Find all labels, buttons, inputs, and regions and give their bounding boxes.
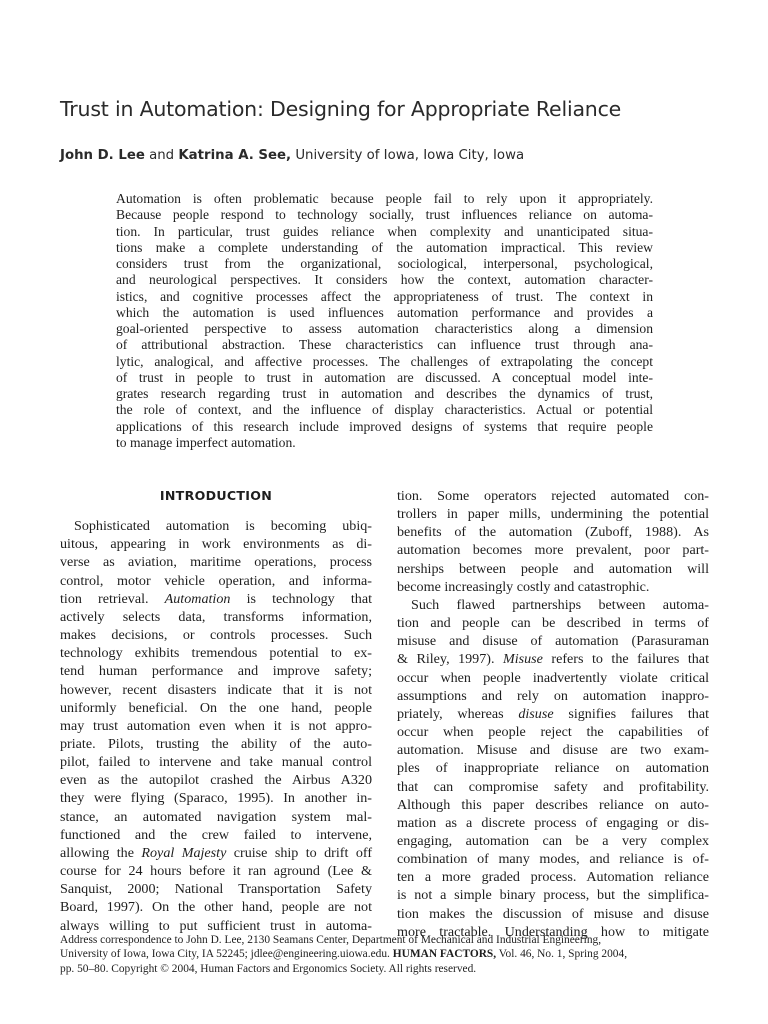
body-line: even as the autopilot crashed the Airbus A320 (60, 772, 372, 789)
section-heading-introduction: INTRODUCTION (159, 488, 273, 503)
body-line: automation becomes more prevalent, poor part- (397, 542, 709, 559)
abstract-line: which the automation is used influences automation performance and provides a (116, 304, 653, 320)
left-column-text (60, 517, 372, 935)
journal-issue: Vol. 46, No. 1, Spring 2004, (498, 948, 628, 961)
body-line: actively selects data, transforms information, (60, 608, 372, 625)
body-line: tend human performance and improve safety; (60, 663, 372, 680)
abstract-line: considers trust from the organizational, sociological, interpersonal, psychological, (116, 256, 653, 271)
body-line: become increasingly costly and catastrophic. (397, 578, 650, 595)
body-line: & Riley, 1997). Misuse refers to the failures that (397, 651, 709, 668)
body-line: that can compromise safety and profitability. (397, 778, 709, 795)
abstract-line: Because people respond to technology socially, trust influences reliance on automa- (116, 207, 653, 223)
body-line: automation. Misuse and disuse are two exam- (397, 742, 709, 759)
body-line: may trust automation even when it is not appro- (60, 717, 372, 734)
body-line: allowing the Royal Majesty cruise ship to drift off (60, 844, 373, 861)
body-line: priately, whereas disuse signifies failures that (397, 705, 709, 722)
abstract-line: istics, and cognitive processes affect the appropriateness of trust. The context in (116, 288, 653, 304)
body-line: Sophisticated automation is becoming ubiq- (74, 518, 372, 535)
right-column-text (397, 487, 709, 941)
abstract-line: to manage imperfect automation. (116, 434, 296, 450)
body-line: combination of many modes, and reliance is of- (397, 851, 709, 868)
body-line: mation as a discrete process of engaging or dis- (397, 814, 709, 831)
body-line: misuse and disuse of automation (Parasuraman (397, 633, 709, 650)
body-line: assumptions and rely on automation inappro- (397, 687, 709, 704)
correspondence-footnote (60, 933, 710, 976)
footnote-address: University of Iowa, Iowa City, IA 52245; jdlee@engineering.uiowa.edu. (60, 948, 390, 961)
journal-name: HUMAN FACTORS, (392, 948, 497, 961)
body-line: occur when people inadvertently violate critical (397, 669, 709, 686)
body-line: nerships between people and automation will (397, 560, 709, 577)
abstract-line: tion. In particular, trust guides reliance when complexity and unanticipated situa- (116, 223, 653, 239)
body-line: Sanquist, 2000; National Transportation Safety (60, 881, 372, 898)
body-line: however, recent disasters indicate that it is not (60, 681, 372, 698)
body-line: functioned and the crew failed to intervene, (60, 826, 372, 843)
body-column-right (397, 487, 709, 941)
body-line: makes decisions, or controls processes. Such (60, 627, 372, 644)
abstract-line: grates research regarding trust in automation and describes the dynamics of trust, (116, 386, 653, 401)
body-line: trollers in paper mills, undermining the potential (397, 506, 709, 523)
body-line: ten a more graded process. Automation reliance (397, 869, 709, 886)
abstract-line: applications of this research include improved designs of systems that require people (116, 418, 653, 434)
author-see: Katrina A. See, (178, 148, 292, 163)
body-line: tion. Some operators rejected automated con- (397, 488, 709, 504)
body-line: always willing to put sufficient trust in automa- (60, 917, 372, 934)
body-line: occur when people reject the capabilities of (397, 724, 709, 741)
body-line: more tractable. Understanding how to mitigate (397, 923, 709, 940)
body-line: uitous, appearing in work environments as di- (60, 536, 372, 553)
author-conjunction: and (149, 148, 175, 163)
footnote-line-2 (60, 947, 710, 961)
body-line: tion retrieval. Automation is technology that (60, 590, 372, 607)
abstract-line: the role of context, and the influence of display characteristics. Actual or potential (116, 402, 653, 418)
abstract-line: Automation is often problematic because people fail to rely upon it appropriately. (116, 191, 653, 206)
body-line: ples of inappropriate reliance on automation (397, 760, 709, 777)
abstract-line: and neurological perspectives. It considers how the context, automation character- (116, 272, 653, 288)
body-line: benefits of the automation (Zuboff, 1988). As (397, 524, 709, 541)
body-line: pilot, failed to intervene and take manual control (60, 754, 372, 771)
abstract-line: of attributional abstraction. These characteristics can influence trust through ana- (116, 337, 653, 353)
author-line (60, 148, 720, 163)
body-line: tion makes the discussion of misuse and disuse (397, 905, 709, 922)
abstract-line: of trust in people to trust in automation are discussed. A conceptual model inte- (116, 369, 653, 385)
body-column-left (60, 487, 372, 935)
abstract-line: goal-oriented perspective to assess automation characteristics along a dimension (116, 321, 653, 336)
abstract-line: tions make a complete understanding of the automation impractical. This review (116, 239, 653, 255)
abstract-line: lytic, analogical, and affective processes. The challenges of extrapolating the concept (116, 353, 653, 369)
author-affiliation: University of Iowa, Iowa City, Iowa (295, 148, 525, 163)
body-line: technology exhibits tremendous potential to ex- (60, 645, 372, 662)
body-line: stance, an automated navigation system mal- (60, 808, 372, 825)
body-line: verse as aviation, maritime operations, process (60, 554, 372, 571)
body-line: priate. Pilots, trusting the ability of the auto- (60, 736, 372, 753)
footnote-line-3: pp. 50–80. Copyright © 2004, Human Factors and Ergonomics Society. All rights reserved. (60, 962, 477, 975)
body-line: engaging, automation can be a very complex (397, 832, 709, 849)
body-line: is not a simple binary process, but the simplifica- (397, 887, 709, 904)
footnote-line-1: Address correspondence to John D. Lee, 2130 Seamans Center, Department of Mechanical and Industrial Engineering, (60, 934, 602, 946)
body-line: Although this paper describes reliance on auto- (397, 796, 709, 813)
author-lee: John D. Lee (60, 148, 145, 163)
body-line: they were flying (Sparaco, 1995). In another in- (60, 790, 372, 807)
paper-title: Trust in Automation: Designing for Appropriate Reliance (60, 97, 622, 121)
body-line: control, motor vehicle operation, and informa- (60, 572, 372, 589)
body-line: Such flawed partnerships between automa- (411, 596, 709, 613)
body-line: Board, 1997). On the other hand, people are not (60, 899, 372, 916)
abstract (116, 191, 653, 451)
body-line: uniformly beneficial. On the one hand, people (60, 699, 372, 716)
body-line: course for 24 hours before it ran aground (Lee & (60, 863, 372, 880)
body-line: tion and people can be described in terms of (397, 615, 709, 632)
